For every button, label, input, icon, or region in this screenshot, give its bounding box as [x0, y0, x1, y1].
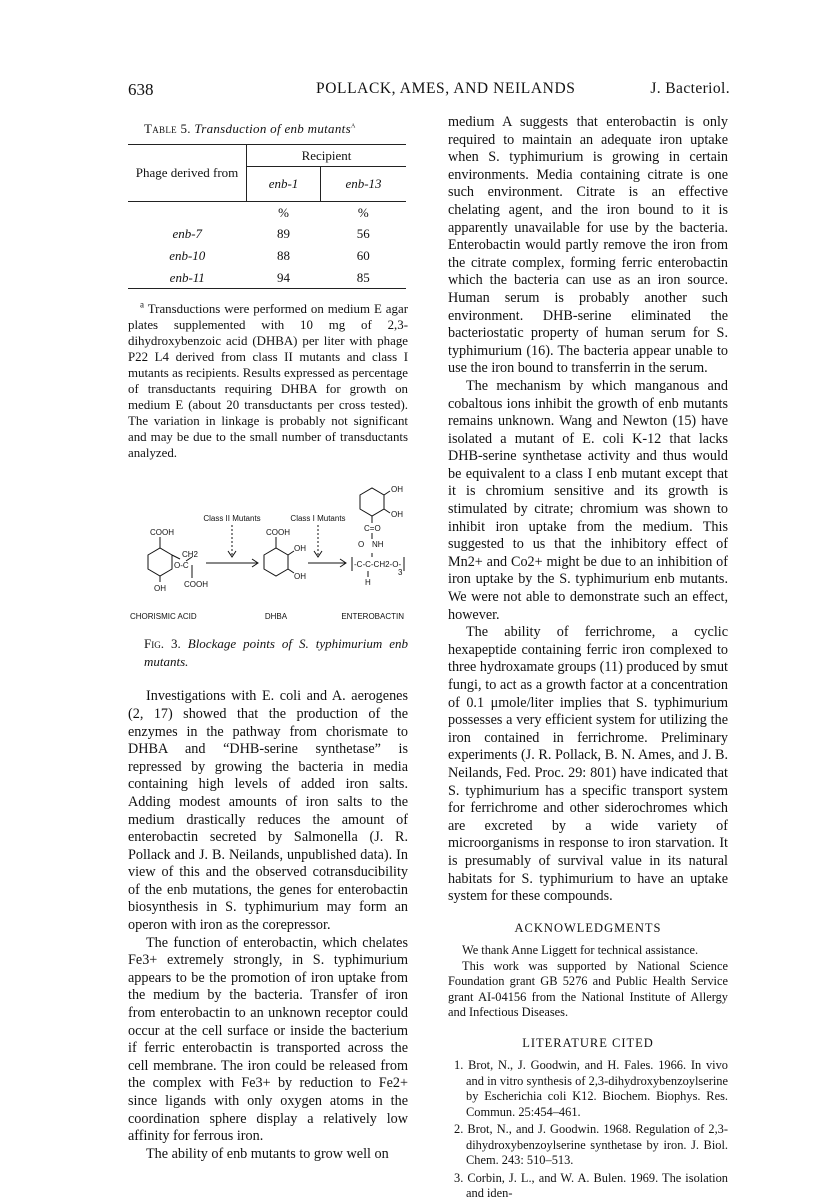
chem-label: O	[358, 540, 365, 550]
chem-label: NH	[372, 540, 384, 550]
unit-spacer	[128, 201, 247, 223]
acknowledgment-line: This work was supported by National Science Foundation grant GB 5276 and Public Health Service grant AI-04156 from the National Institute of Allergy and Infectious Diseases.	[448, 958, 728, 1020]
chem-label: C=O	[364, 524, 381, 534]
chem-label: OH	[391, 510, 403, 520]
reference: 2. Brot, N., and J. Goodwin. 1968. Regulation of 2,3-dihydroxybenzoylserine synthetase by iron. J. Biol. Chem. 243: 510–513.	[454, 1122, 728, 1168]
chem-label: OH	[294, 572, 306, 582]
chem-label: COOH	[184, 580, 208, 590]
table-caption	[144, 120, 408, 138]
literature-heading: LITERATURE CITED	[522, 1035, 654, 1050]
phage-cell: enb-11	[128, 267, 247, 289]
value-cell: 56	[356, 226, 370, 242]
chem-label: 3	[398, 568, 403, 578]
pathway-diagram	[128, 481, 408, 631]
table-title: Transduction of enb mutants	[194, 121, 351, 136]
phage-header: Phage derived from	[128, 144, 247, 201]
footnote-mark: a	[140, 299, 144, 310]
chem-label: OH	[294, 544, 306, 554]
page-number: 638	[128, 80, 154, 99]
enterobactin-ring	[360, 488, 384, 516]
recipient-header: Recipient	[247, 144, 407, 167]
reference: 3. Corbin, J. L., and W. A. Bulen. 1969. The isolation and iden-	[454, 1170, 728, 1201]
running-header	[128, 80, 728, 106]
transduction-table	[128, 144, 406, 290]
paragraph: The ability of ferrichrome, a cyclic hexapeptide containing ferric iron complexed to three hydroxamate groups (11) produced by smut fungi, to act as a growth factor at a concentration of 0.1 μmole/liter implies that S. typhimurium possesses a very efficient system for utilizing the iron contained in ferrichrome. Preliminary experiments (J. R. Pollack, B. N. Ames, and J. B. Neilands, Fed. Proc. 29: 801) have indicated that S. typhimurium has a specific transport system for ferrichrome and other siderochromes which are excreted by a wide variety of microorganisms in response to iron starvation. It is presumably of survival value in its natural habitats for S. typhimurium to have an uptake system for these compounds.	[448, 624, 728, 905]
value-cell: 89	[277, 226, 290, 242]
phage-cell: enb-10	[169, 247, 206, 263]
chem-label: H	[365, 578, 371, 588]
chorismate-ring	[148, 548, 172, 576]
value-cell: 88	[277, 247, 290, 263]
chem-label: OH	[154, 584, 166, 594]
reference: 1. Brot, N., J. Goodwin, and H. Fales. 1966. In vivo and in vitro synthesis of 2,3-dihydroxybenzoylserine by Escherichia coli K12. Biochem. Biophys. Res. Commun. 25:454–461.	[454, 1058, 728, 1119]
table-label: Table 5.	[144, 121, 191, 136]
value-cell: 85	[321, 267, 407, 289]
paragraph: The ability of enb mutants to grow well on	[146, 1145, 389, 1162]
recipient-col-1: enb-1	[247, 167, 321, 202]
figure-3	[128, 481, 408, 631]
chem-label: CH2	[182, 550, 199, 560]
running-authors: POLLACK, AMES, AND NEILANDS	[316, 80, 576, 97]
table-row	[128, 267, 406, 289]
class2-label: Class II Mutants	[203, 514, 261, 524]
paragraph: The mechanism by which manganous and cobaltous ions inhibit the growth of enb mutants remains unknown. Wang and Newton (15) have isolated a mutant of E. coli K-12 that lacks DHB-serine synthetase activity and thus would be equivalent to a class I enb mutant except that it is chromium sensitive and its growth is stimulated by citrate; chromium was shown to inhibit iron uptake from the medium. This suggested to us that the inhibitory effect of Mn2+ and Co2+ might be due to an inhibition of iron uptake by the S. typhimurium enb mutants. We were not able to demonstrate such an effect, however.	[448, 377, 728, 623]
chorismic-acid-label: CHORISMIC ACID	[130, 612, 197, 622]
paragraph: Investigations with E. coli and A. aerogenes (2, 17) showed that the production of the enzymes in the pathway from chorismate to DHBA and “DHB-serine synthetase” is repressed by growing the bacteria in media containing high levels of added iron salts. Adding modest amounts of iron salts to the medium drastically reduces the amount of enterobactin secreted by Salmonella (J. R. Pollack and J. B. Neilands, unpublished data). In view of this and the observed cotransducibility of the enb mutations, the genes for enterobactin biosynthesis in S. typhimurium may form an operon with iron as the corepressor.	[128, 688, 408, 934]
unit-label-2: %	[357, 204, 369, 220]
chem-label: -C-C-CH2-O-	[354, 560, 402, 570]
acknowledgment-line: We thank Anne Liggett for technical assistance.	[462, 943, 699, 958]
footnote-text: Transductions were performed on medium E agar plates supplemented with 10 mg of 2,3-dihydroxybenzoic acid (DHBA) per liter with phage P22 L4 derived from class II mutants and class I mutants as recipients. Results expressed as percentage of transductants requiring DHBA for growth on medium E (about 20 transductants per cross tested). The variation in linkage is probably not significant and may be due to the small number of transductants analyzed.	[128, 302, 408, 461]
acknowledgments-heading: ACKNOWLEDGMENTS	[514, 920, 662, 935]
class1-label: Class I Mutants	[290, 514, 346, 524]
recipient-col-2: enb-13	[321, 167, 407, 202]
figure-label: Fig. 3.	[144, 636, 181, 652]
value-cell: 94	[247, 267, 321, 289]
table-row	[128, 245, 406, 267]
right-column	[448, 114, 728, 1204]
enterobactin-label: ENTEROBACTIN	[341, 612, 404, 622]
dhba-label: DHBA	[264, 612, 288, 622]
unit-label-1: %	[278, 204, 289, 220]
paragraph: The function of enterobactin, which chelates Fe3+ extremely strongly, in S. typhimurium appears to be the promotion of iron uptake from the medium by the bacteria. Transfer of iron from enterobactin to an unknown receptor could occur at the cell surface or inside the bacterium if ferric enterobactin is transported across the cell membrane. The iron could be released from the complex with Fe3+ by reduction to Fe2+ since ligands with only oxygen atoms in the coordination sphere display a relatively low affinity for ferrous iron.	[128, 934, 408, 1145]
chem-label: COOH	[266, 528, 290, 538]
dhba-ring	[264, 548, 288, 576]
value-cell: 60	[356, 247, 370, 263]
paragraph: medium A suggests that enterobactin is only required to maintain an adequate iron uptake when S. typhimurium is growing in certain environments. Media containing citrate is one such environment. Citrate is an effective chelating agent, and the iron bound to it is apparently unavailable for use by the bacteria. Enterobactin would partly remove the iron from the citrate complex, forming ferric enterobactin which the bacteria can use as an iron source. Human serum is probably another such environment. DHB-serine eliminated the bacteriostatic property of human serum for S. typhimurium (16). The bacteria appear unable to use the iron bound to transferrin in the serum.	[448, 114, 728, 377]
table-footnote	[128, 301, 408, 461]
chem-label: OH	[391, 485, 403, 495]
figure-caption-text: Blockage points of S. typhimurium enb mutants.	[144, 636, 409, 669]
phage-cell: enb-7	[172, 226, 203, 242]
chem-label: O-C	[174, 561, 189, 571]
chem-label: COOH	[150, 528, 174, 538]
table-footnote-mark: a	[350, 119, 356, 130]
left-column	[128, 114, 408, 1163]
journal-name: J. Bacteriol.	[650, 80, 730, 97]
table-row	[128, 223, 406, 245]
figure-caption	[144, 635, 408, 670]
